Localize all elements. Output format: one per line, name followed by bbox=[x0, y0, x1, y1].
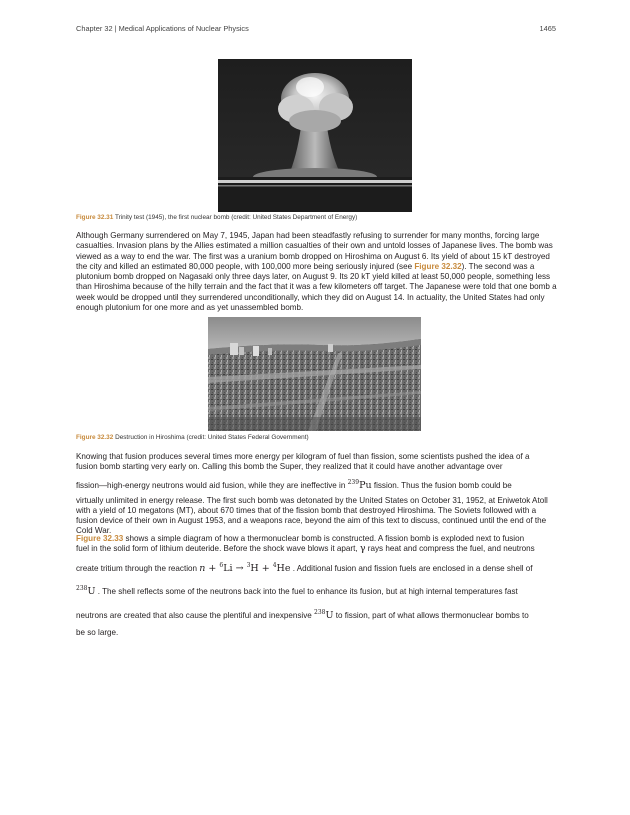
figure-31-label: Figure 32.31 bbox=[76, 214, 114, 221]
paragraph-3-line-6: be so large. bbox=[76, 627, 119, 637]
figure-31-caption bbox=[76, 214, 357, 221]
paragraph-3-line-2: fuel in the solid form of lithium deuteride. Before the shock wave blows it apart, γ rays heat and compress the fuel, and neutrons bbox=[76, 543, 535, 555]
paragraph-2-rest: virtually unlimited in energy release. The first such bomb was detonated by the United States on October 31, 1952, at Eniwetok Atoll with a yield of 10 megatons (MT), about 670 times that of the fission bomb that destroyed Hiroshima. The Soviets followed with a fusion device of their own in August 1953, and a weapons race, beyond the aim of this text to discuss, continued until the end of the Cold War. bbox=[76, 495, 548, 536]
paragraph-3-line-5: neutrons are created that also cause the plentiful and inexpensive $^{238}$U to fission, part of what allows thermonuclear bombs to bbox=[76, 608, 529, 621]
paragraph-2-line-3: fission—high-energy neutrons would aid fusion, while they are ineffective in $^{239}$Pu fission. Thus the fusion bomb could be bbox=[76, 478, 512, 491]
trinity-test-photo bbox=[218, 59, 412, 212]
u-238-nuclide-2: $^{238}$U bbox=[314, 608, 334, 621]
paragraph-3-line-1: Figure 32.33 shows a simple diagram of how a thermonuclear bomb is constructed. A fission bomb is exploded next to fusion bbox=[76, 534, 525, 543]
figure-32-caption bbox=[76, 434, 309, 441]
paragraph-1-text-b: ). The second was a plutonium bomb dropped on Nagasaki only three days later, on August 9. Its 20 kT yield killed at least 50,000 people, something less than Hiroshima because of the hilly terrain and the fact that it was a few kilometers off target. The Japanese were told that one bomb a week would be dropped until they surrendered unconditionally, which they did on August 14. In actuality, the United States had only enough plutonium for one more and as yet unassembled bomb. bbox=[76, 261, 557, 313]
gamma-symbol: γ bbox=[359, 543, 366, 555]
paragraph-thermonuclear bbox=[76, 534, 558, 638]
u-238-nuclide: $^{238}$U bbox=[76, 584, 96, 597]
figure-32-32-link[interactable]: Figure 32.32 bbox=[414, 261, 462, 271]
running-title: Chapter 32 | Medical Applications of Nuclear Physics bbox=[76, 24, 249, 33]
figure-32-label: Figure 32.32 bbox=[76, 434, 114, 441]
figure-32-33-link[interactable]: Figure 32.33 bbox=[76, 534, 124, 543]
figure-32-caption-text: Destruction in Hiroshima (credit: United States Federal Government) bbox=[113, 434, 309, 441]
paragraph-hiroshima-nagasaki bbox=[76, 231, 558, 313]
page-header bbox=[76, 24, 556, 33]
page-number: 1465 bbox=[539, 24, 556, 33]
paragraph-fusion-bomb bbox=[76, 452, 558, 537]
pu-239-nuclide: $^{239}$Pu bbox=[347, 478, 372, 491]
hiroshima-destruction-photo bbox=[208, 317, 421, 431]
paragraph-1-text-a: Although Germany surrendered on May 7, 1945, Japan had been steadfastly refusing to surrender for many months, forcing large casualties. Invasion plans by the Allies estimated a million casualties of their own and untold losses of Japanese lives. The bomb was viewed as a way to end the war. The first was a uranium bomb dropped on Hiroshima on August 6. Its yield of about 15 kT destroyed the city and killed an estimated 80,000 people, with 100,000 more being seriously injured (see bbox=[76, 231, 553, 271]
paragraph-3-line-3: create tritium through the reaction n + $^6$Li → $^3$H + $^4$He . Additional fusion and fission fuels are enclosed in a dense shell of bbox=[76, 561, 533, 574]
paragraph-2-line-1: Knowing that fusion produces several times more energy per kilogram of fuel than fission, some scientists pushed the idea of a bbox=[76, 452, 530, 461]
paragraph-3-line-4: $^{238}$U . The shell reflects some of the neutrons back into the fuel to enhance its fusion, but at high internal temperatures fast bbox=[76, 584, 518, 597]
tritium-reaction: n + $^6$Li → $^3$H + $^4$He bbox=[199, 561, 291, 574]
figure-31-caption-text: Trinity test (1945), the first nuclear bomb (credit: United States Department of Energy) bbox=[113, 214, 358, 221]
paragraph-2-line-2: fusion bomb starting very early on. Calling this bomb the Super, they realized that it could have another advantage over bbox=[76, 462, 503, 472]
